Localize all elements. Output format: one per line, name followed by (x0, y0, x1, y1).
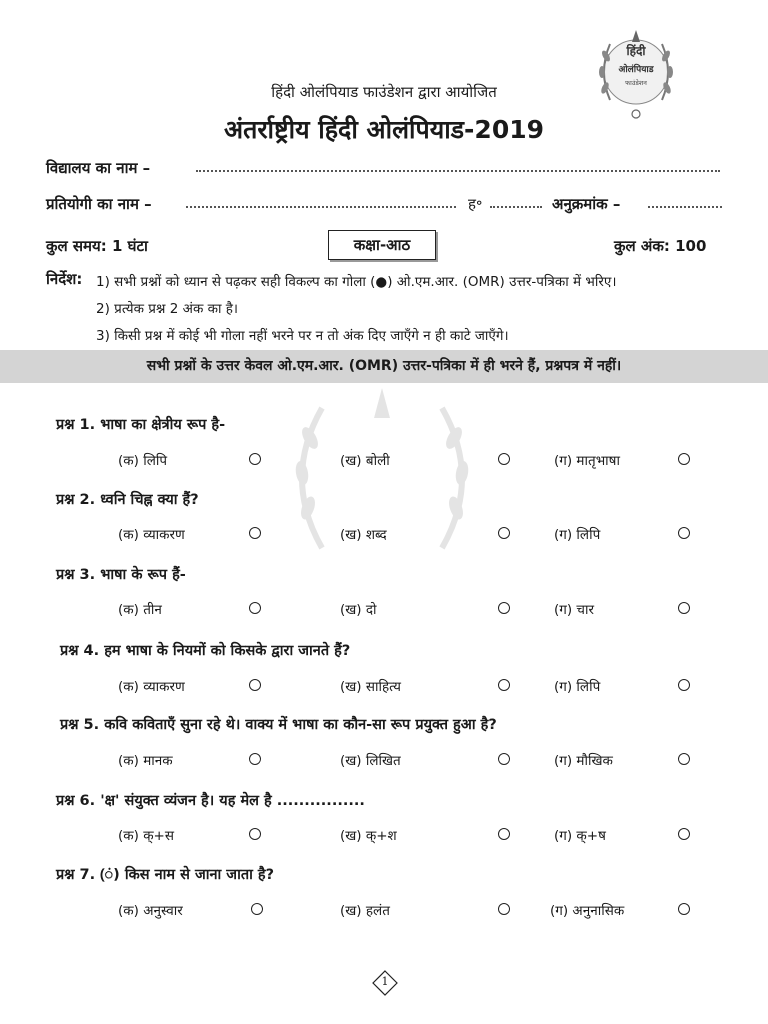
signature-line[interactable] (490, 206, 542, 208)
option-circle[interactable] (678, 679, 690, 691)
option-circle[interactable] (498, 453, 510, 465)
option-circle[interactable] (249, 453, 261, 465)
roll-number-line[interactable] (648, 206, 722, 208)
candidate-name-line[interactable] (186, 206, 456, 208)
page-number-badge (372, 970, 398, 996)
option-label: (ख) दो (340, 602, 377, 618)
question-text: प्रश्न 7. (ं) किस नाम से जाना जाता है? (56, 867, 275, 883)
option-circle[interactable] (498, 753, 510, 765)
option-label: (क) मानक (118, 753, 173, 769)
option-label: (ग) क्+ष (554, 828, 606, 844)
option-circle[interactable] (249, 679, 261, 691)
logo-text-mid: ओलंपियाड (618, 65, 654, 75)
instruction-item: 2) प्रत्येक प्रश्न 2 अंक का है। (96, 301, 239, 317)
question-text: प्रश्न 4. हम भाषा के नियमों को किसके द्वारा जानते हैं? (60, 643, 351, 659)
signature-label: ह॰ (468, 195, 483, 213)
option-circle[interactable] (498, 527, 510, 539)
question-text: प्रश्न 6. 'क्ष' संयुक्त व्यंजन है। यह मेल है ................ (56, 793, 365, 809)
question-text: प्रश्न 2. ध्वनि चिह्न क्या हैं? (56, 492, 199, 508)
option-label: (ख) लिखित (340, 753, 401, 769)
option-circle[interactable] (498, 679, 510, 691)
option-label: (क) व्याकरण (118, 679, 185, 695)
option-label: (ग) मातृभाषा (554, 453, 620, 469)
candidate-name-label: प्रतियोगी का नाम – (46, 195, 152, 213)
option-circle[interactable] (249, 527, 261, 539)
option-circle[interactable] (249, 828, 261, 840)
option-circle[interactable] (251, 903, 263, 915)
option-label: (ख) क्+श (340, 828, 397, 844)
option-label: (क) क्+स (118, 828, 174, 844)
option-label: (ग) लिपि (554, 679, 601, 695)
option-label: (ख) साहित्य (340, 679, 401, 695)
option-label: (ख) हलंत (340, 903, 390, 919)
class-box: कक्षा-आठ (328, 230, 436, 260)
question-text: प्रश्न 3. भाषा के रूप हैं- (56, 567, 186, 583)
option-label: (क) अनुस्वार (118, 903, 183, 919)
option-label: (ग) लिपि (554, 527, 601, 543)
option-label: (ग) मौखिक (554, 753, 613, 769)
option-circle[interactable] (249, 753, 261, 765)
option-circle[interactable] (678, 453, 690, 465)
page-number: 1 (381, 975, 389, 988)
question-text: प्रश्न 1. भाषा का क्षेत्रीय रूप है- (56, 417, 226, 433)
option-label: (ग) अनुनासिक (550, 903, 625, 919)
option-circle[interactable] (678, 753, 690, 765)
option-label: (क) व्याकरण (118, 527, 185, 543)
option-circle[interactable] (498, 602, 510, 614)
logo-text-top: हिंदी (626, 44, 646, 58)
option-label: (ख) बोली (340, 453, 390, 469)
total-marks: कुल अंक: 100 (614, 237, 707, 255)
option-circle[interactable] (678, 828, 690, 840)
option-circle[interactable] (498, 828, 510, 840)
roll-number-label: अनुक्रमांक – (552, 195, 621, 213)
instructions-heading: निर्देश: (46, 270, 83, 288)
option-label: (ख) शब्द (340, 527, 387, 543)
instruction-item: 3) किसी प्रश्न में कोई भी गोला नहीं भरने पर न तो अंक दिए जाएँगे न ही काटे जाएँगे। (96, 328, 509, 344)
total-time: कुल समय: 1 घंटा (46, 237, 148, 255)
option-label: (क) लिपि (118, 453, 168, 469)
option-circle[interactable] (678, 527, 690, 539)
olympiad-logo (596, 26, 676, 122)
option-circle[interactable] (249, 602, 261, 614)
omr-notice-bar: सभी प्रश्नों के उत्तर केवल ओ.एम.आर. (OMR) उत्तर-पत्रिका में ही भरने हैं, प्रश्नपत्र में नहीं। (0, 350, 768, 383)
option-circle[interactable] (678, 602, 690, 614)
option-label: (क) तीन (118, 602, 162, 618)
option-circle[interactable] (498, 903, 510, 915)
option-label: (ग) चार (554, 602, 595, 618)
instruction-item: 1) सभी प्रश्नों को ध्यान से पढ़कर सही विकल्प का गोला (●) ओ.एम.आर. (OMR) उत्तर-पत्रिका में भरिए। (96, 274, 617, 290)
school-name-line[interactable] (196, 170, 720, 172)
option-circle[interactable] (678, 903, 690, 915)
school-name-label: विद्यालय का नाम – (46, 159, 151, 177)
organizer-line: हिंदी ओलंपियाड फाउंडेशन द्वारा आयोजित (271, 83, 497, 101)
logo-text-bottom: फाउंडेशन (625, 79, 647, 87)
question-text: प्रश्न 5. कवि कविताएँ सुना रहे थे। वाक्य में भाषा का कौन-सा रूप प्रयुक्त हुआ है? (60, 717, 497, 733)
page-title: अंतर्राष्ट्रीय हिंदी ओलंपियाड-2019 (223, 115, 545, 144)
